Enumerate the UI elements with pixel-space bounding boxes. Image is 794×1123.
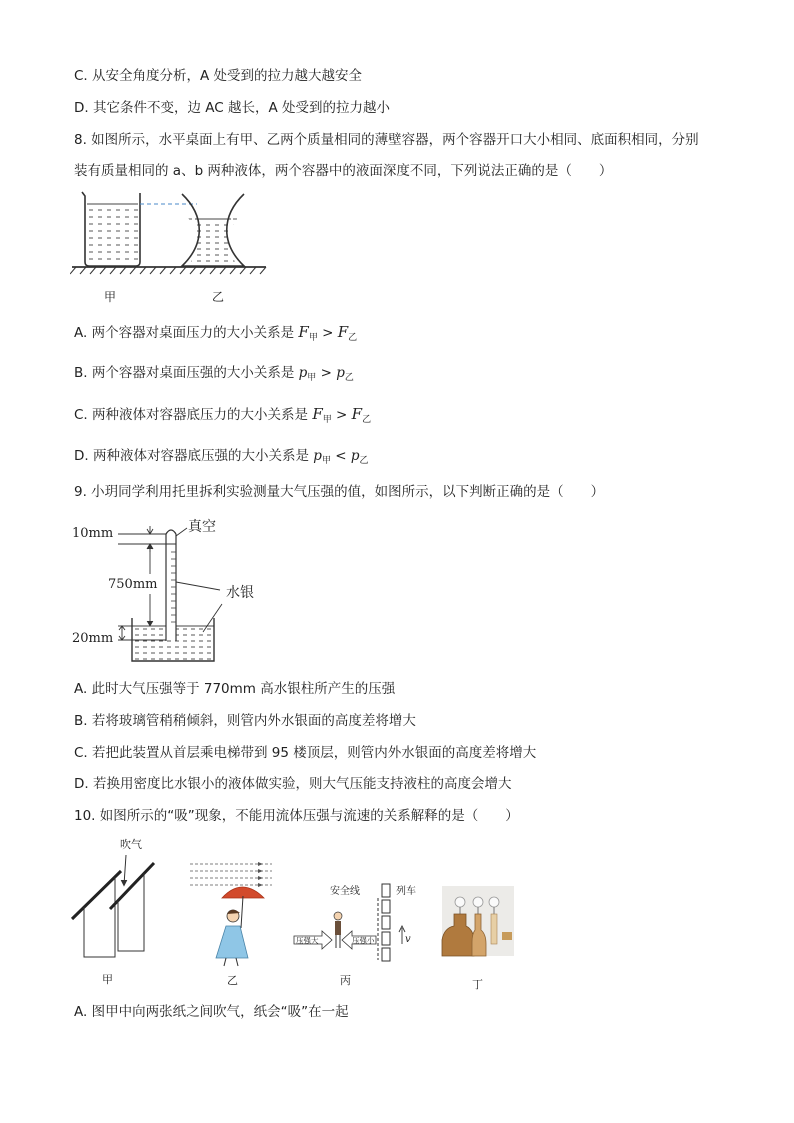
- q8-option-d: D. 两种液体对容器底压强的大小关系是 $p_甲 < p_乙$: [74, 448, 369, 466]
- q8-option-c: C. 两种液体对容器底压力的大小关系是 $F_甲 > F_乙$: [74, 405, 372, 425]
- q9-torricelli-figure: [70, 512, 280, 667]
- q10-figure-jia: [66, 833, 166, 993]
- label-safety-line: 安全线: [330, 886, 360, 897]
- q8-option-b: B. 两个容器对桌面压强的大小关系是 $p_甲 > p_乙$: [74, 365, 354, 383]
- label-pressure-big: 压强大: [296, 936, 319, 945]
- q9-stem: 9. 小玥同学利用托里拆利实验测量大气压强的值，如图所示，以下判断正确的是（ ）: [74, 484, 605, 500]
- label-jia: 甲: [102, 973, 113, 986]
- q8-stem-line-1: 8. 如图所示，水平桌面上有甲、乙两个质量相同的薄壁容器，两个容器开口大小相同、底面积相同，分别: [74, 132, 699, 148]
- label-column-height: 750mm: [108, 577, 158, 592]
- label-pressure-small: 压强小: [352, 936, 375, 945]
- q7-option-d: D. 其它条件不变，边 AC 越长，A 处受到的拉力越小: [74, 100, 391, 116]
- label-train: 列车: [396, 886, 416, 897]
- label-mercury: 水银: [226, 585, 254, 601]
- q8-containers-figure: [70, 186, 270, 311]
- q10-stem: 10. 如图所示的“吸”现象，不能用流体压强与流速的关系解释的是（ ）: [74, 808, 519, 824]
- label-yi: 乙: [212, 290, 225, 304]
- q7-option-c: C. 从安全角度分析，A 处受到的拉力越大越安全: [74, 68, 363, 84]
- q8-stem-line-2: 装有质量相同的 a、b 两种液体，两个容器中的液面深度不同，下列说法正确的是（ ）: [74, 163, 613, 179]
- q9-option-c: C. 若把此装置从首层乘电梯带到 95 楼顶层，则管内外水银面的高度差将增大: [74, 745, 537, 761]
- q9-option-d: D. 若换用密度比水银小的液体做实验，则大气压能支持液柱的高度会增大: [74, 776, 512, 792]
- label-yi: 乙: [227, 974, 238, 987]
- container-yi: [180, 194, 250, 268]
- label-top-gap: 10mm: [72, 526, 114, 541]
- label-jia: 甲: [104, 290, 117, 304]
- caption-blow: 吹气: [120, 838, 142, 851]
- q9-option-a: A. 此时大气压强等于 770mm 高水银柱所产生的压强: [74, 681, 396, 697]
- q9-option-b: B. 若将玻璃管稍稍倾斜，则管内外水银面的高度差将增大: [74, 713, 416, 729]
- q10-figure-yi: [186, 858, 276, 988]
- label-velocity: v: [405, 934, 411, 945]
- label-ding: 丁: [472, 978, 483, 991]
- label-bing: 丙: [340, 974, 351, 987]
- q8-option-a: A. 两个容器对桌面压力的大小关系是 $F_甲 > F_乙$: [74, 323, 358, 343]
- q10-figure-bing: [292, 880, 422, 990]
- q10-figure-ding: [440, 884, 520, 994]
- label-depth: 20mm: [72, 631, 114, 646]
- label-vacuum: 真空: [188, 519, 216, 535]
- container-jia: [82, 192, 140, 266]
- q10-option-a: A. 图甲中向两张纸之间吹气，纸会“吸”在一起: [74, 1004, 349, 1020]
